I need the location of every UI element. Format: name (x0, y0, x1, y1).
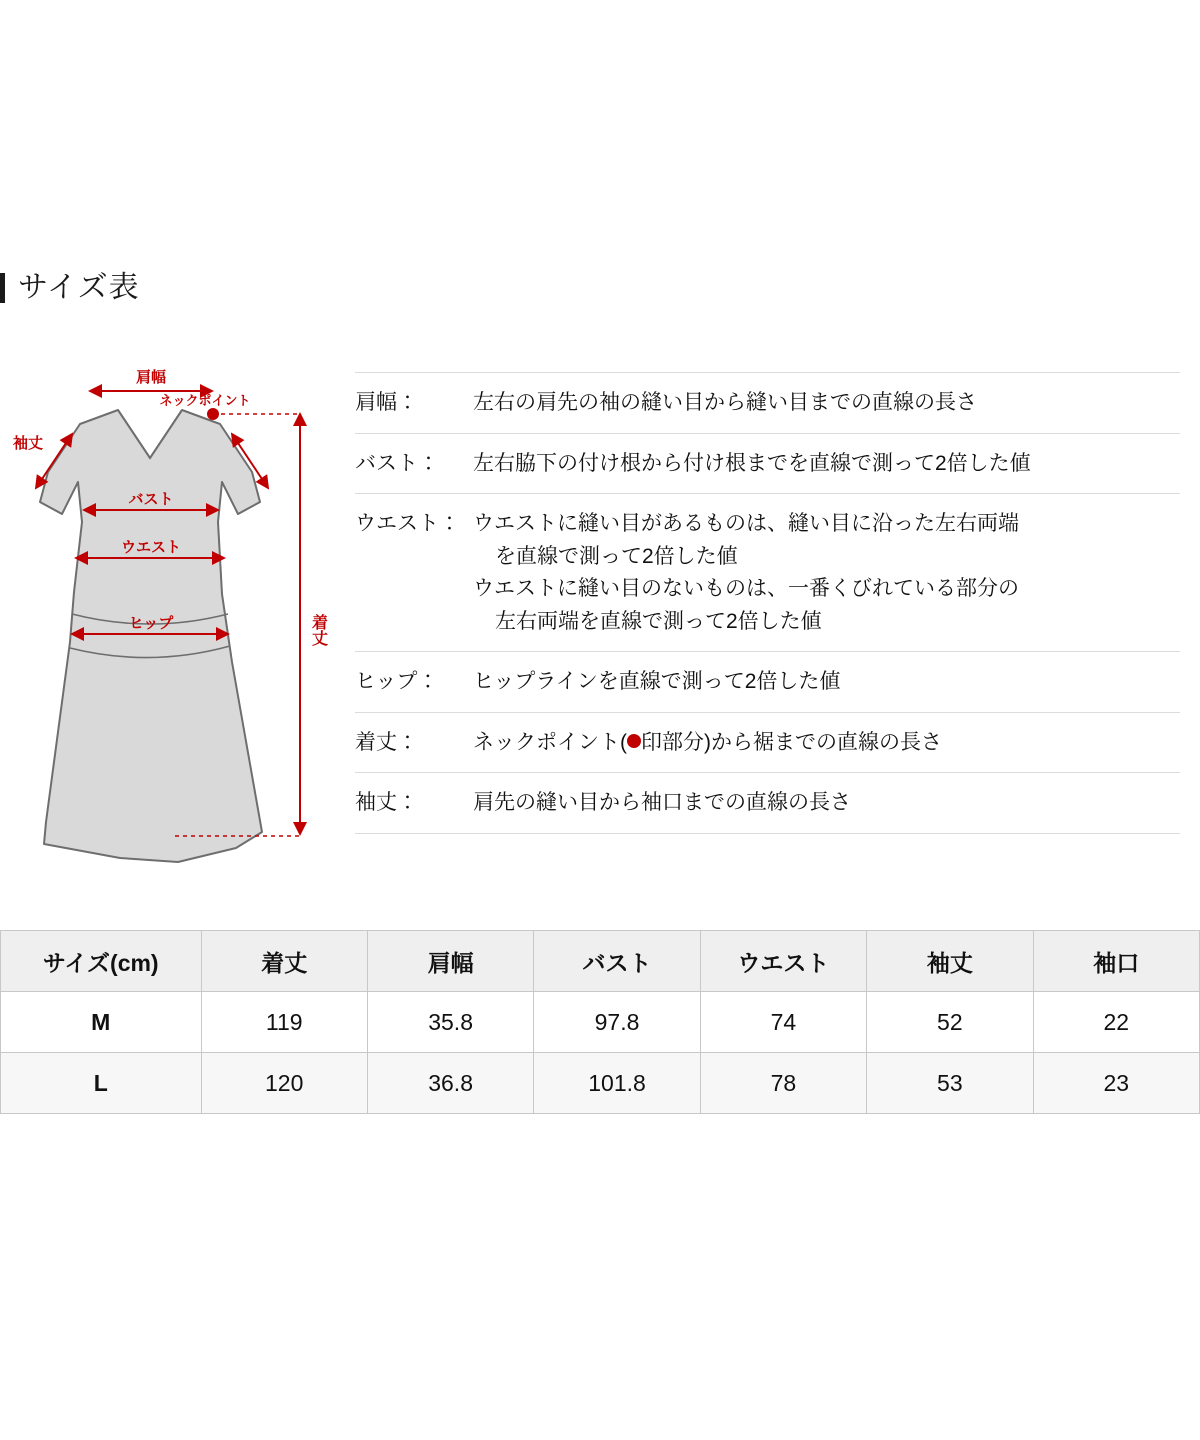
definition-line: 左右脇下の付け根から付け根までを直線で測って2倍した値 (473, 451, 1031, 475)
svg-text:ネックポイント: ネックポイント (159, 393, 251, 408)
definition-description (473, 448, 1180, 481)
table-cell: 22 (1033, 992, 1199, 1053)
table-cell: 101.8 (534, 1053, 700, 1114)
table-header-row (1, 931, 1200, 992)
dress-shape (40, 410, 262, 862)
table-row-label: L (1, 1053, 202, 1114)
definition-description (473, 727, 1180, 760)
table-cell: 52 (867, 992, 1033, 1053)
table-cell: 78 (700, 1053, 866, 1114)
definition-row-bust (355, 434, 1180, 495)
definition-line: 肩先の縫い目から袖口までの直線の長さ (473, 791, 851, 815)
table-cell: 35.8 (367, 992, 533, 1053)
definition-row-waist (355, 494, 1180, 652)
page-title: サイズ表 (18, 271, 140, 304)
definition-line: 左右両端を直線で測って2倍した値 (495, 609, 822, 633)
table-cell: 97.8 (534, 992, 700, 1053)
svg-text:バスト: バスト (128, 491, 174, 508)
definition-description (473, 787, 1180, 820)
title-accent-bar (0, 273, 5, 303)
table-cell: 53 (867, 1053, 1033, 1114)
table-cell: 74 (700, 992, 866, 1053)
table-header-cell: 袖丈 (867, 931, 1033, 992)
table-header-cell: 袖口 (1033, 931, 1199, 992)
definition-description (473, 387, 1180, 420)
definition-line-with-dot (473, 727, 1180, 760)
svg-text:着丈: 着丈 (309, 614, 327, 646)
definition-line: ウエストに縫い目があるものは、縫い目に沿った左右両端 (473, 512, 1019, 536)
table-cell: 36.8 (367, 1053, 533, 1114)
page-title-block (0, 262, 1200, 314)
definition-line: 左右の肩先の袖の縫い目から縫い目までの直線の長さ (473, 391, 977, 414)
table-header-cell: 着丈 (201, 931, 367, 992)
garment-diagram (0, 362, 355, 892)
table-header-cell: サイズ(cm) (1, 931, 202, 992)
table-header-cell: バスト (534, 931, 700, 992)
measurement-guide-section (0, 352, 1200, 912)
table-header-cell: 肩幅 (367, 931, 533, 992)
definition-dot-suffix: 印部分)から裾までの直線の長さ (641, 730, 942, 754)
table-header-cell: ウエスト (700, 931, 866, 992)
definition-row-hip (355, 652, 1180, 713)
definition-term: 肩幅： (355, 391, 418, 414)
table-row (1, 992, 1200, 1053)
table-cell: 119 (201, 992, 367, 1053)
definition-line: ヒップラインを直線で測って2倍した値 (473, 670, 841, 694)
table-row-label: M (1, 992, 202, 1053)
definition-line: ウエストに縫い目のないものは、一番くびれている部分の (473, 577, 1019, 601)
definition-term: 袖丈： (355, 791, 418, 815)
neck-point-dot-icon (627, 734, 641, 748)
table-cell: 120 (201, 1053, 367, 1114)
definition-row-shoulder (355, 372, 1180, 434)
svg-text:ヒップ: ヒップ (128, 615, 174, 632)
measurement-definitions (355, 372, 1180, 834)
definition-term: バスト： (355, 451, 439, 475)
svg-text:ウエスト: ウエスト (120, 539, 182, 556)
definition-dot-prefix: ネックポイント( (473, 730, 627, 754)
definition-term: 着丈： (355, 730, 418, 754)
definition-row-length (355, 713, 1180, 774)
definition-line: を直線で測って2倍した値 (495, 544, 738, 568)
svg-text:肩幅: 肩幅 (135, 369, 167, 386)
definition-term: ヒップ： (355, 670, 439, 694)
size-table (0, 930, 1200, 1114)
definition-row-sleeve (355, 773, 1180, 834)
definition-term: ウエスト： (355, 512, 460, 536)
table-cell: 23 (1033, 1053, 1199, 1114)
svg-text:袖丈: 袖丈 (12, 435, 44, 452)
definition-description (473, 666, 1180, 699)
definition-description (473, 508, 1180, 638)
table-row (1, 1053, 1200, 1114)
